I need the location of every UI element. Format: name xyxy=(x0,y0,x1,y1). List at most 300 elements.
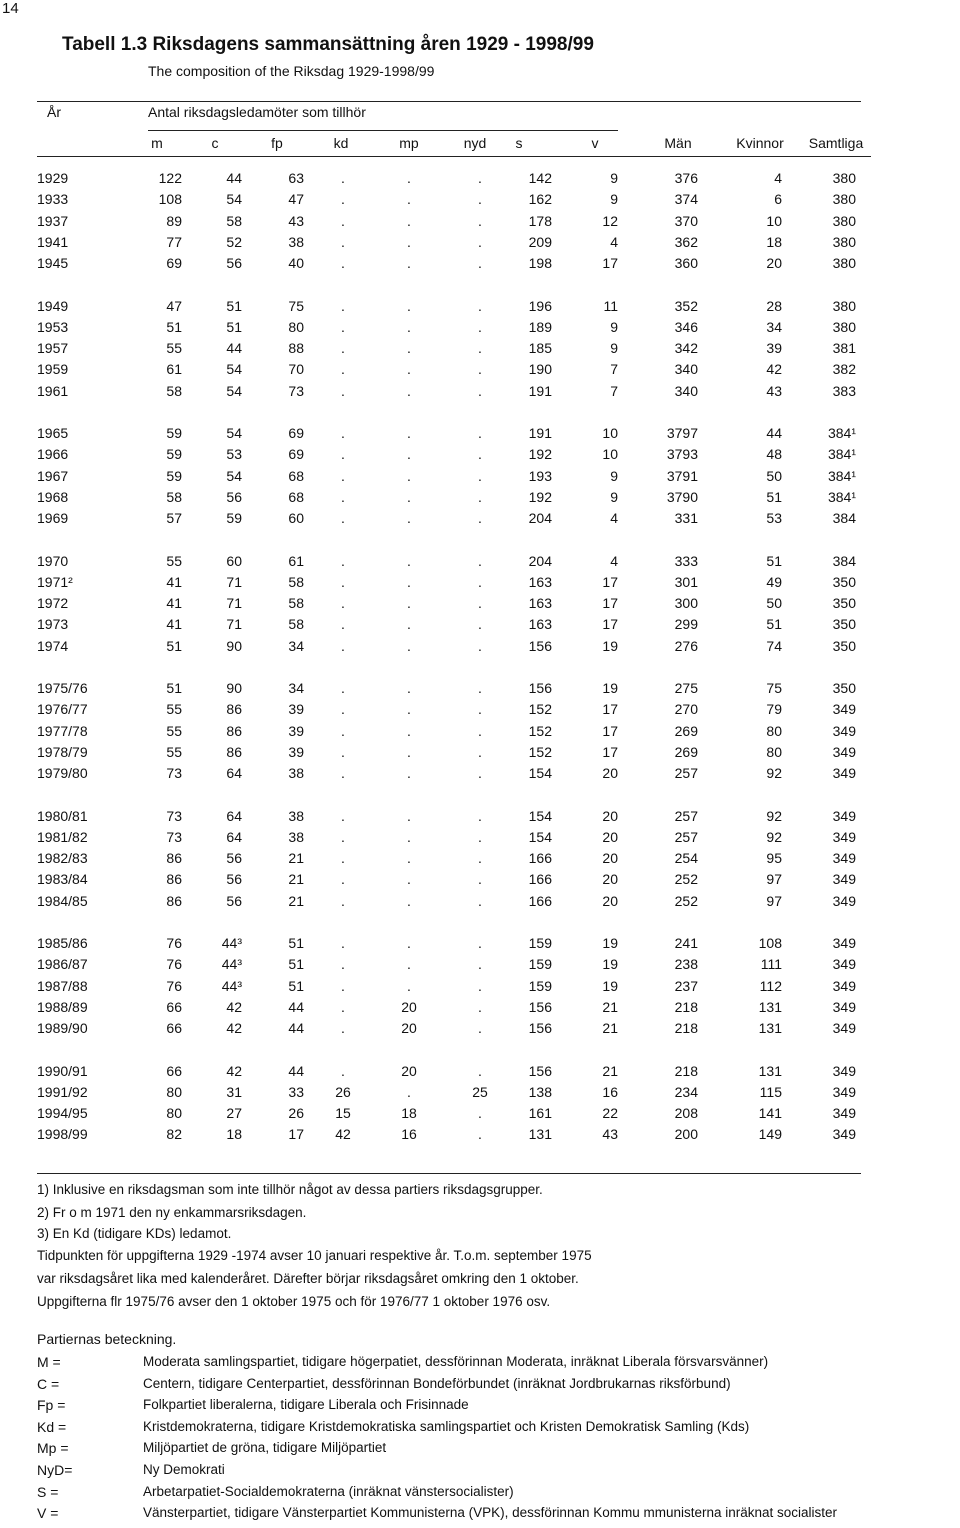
cell-women: 51 xyxy=(766,552,782,569)
cell-kd: . xyxy=(341,446,345,463)
cell-m: 76 xyxy=(166,977,182,994)
column-header-s: s xyxy=(515,135,523,151)
cell-s: 154 xyxy=(528,807,552,824)
row-year: 1986/87 xyxy=(37,956,88,973)
cell-c: 58 xyxy=(226,212,242,229)
cell-fp: 17 xyxy=(288,1126,304,1143)
cell-women: 149 xyxy=(758,1126,782,1143)
cell-kd: . xyxy=(341,297,345,314)
cell-s: 152 xyxy=(528,743,552,760)
cell-kd: . xyxy=(341,701,345,718)
cell-kd: . xyxy=(341,467,345,484)
cell-kd: . xyxy=(341,956,345,973)
cell-women: 53 xyxy=(766,510,782,527)
cell-nyd: . xyxy=(478,892,482,909)
legend-title: Partiernas beteckning. xyxy=(37,1331,177,1347)
cell-kd: . xyxy=(341,488,345,505)
cell-m: 55 xyxy=(166,722,182,739)
cell-s: 166 xyxy=(528,850,552,867)
legend-description: Arbetarpatiet-Socialdemokraterna (inräknat vänstersocialister) xyxy=(143,1483,514,1499)
cell-total: 349 xyxy=(832,743,856,760)
cell-mp: 18 xyxy=(401,1105,417,1122)
legend-abbr: Fp = xyxy=(37,1397,66,1414)
cell-v: 17 xyxy=(602,722,618,739)
cell-s: 152 xyxy=(528,722,552,739)
cell-men: 376 xyxy=(674,170,698,186)
row-year: 1983/84 xyxy=(37,871,88,888)
cell-nyd: . xyxy=(478,233,482,250)
cell-nyd: . xyxy=(478,361,482,378)
legend-abbr: C = xyxy=(37,1375,60,1392)
cell-s: 166 xyxy=(528,871,552,888)
row-year: 1957 xyxy=(37,340,69,357)
cell-total: 380 xyxy=(832,191,856,208)
cell-women: 131 xyxy=(758,998,782,1015)
cell-total: 384¹ xyxy=(827,488,856,505)
cell-nyd: . xyxy=(478,297,482,314)
row-year: 1937 xyxy=(37,212,69,229)
cell-fp: 68 xyxy=(288,488,304,505)
cell-women: 43 xyxy=(766,382,782,399)
cell-s: 156 xyxy=(528,637,552,654)
cell-m: 76 xyxy=(166,935,182,951)
cell-fp: 80 xyxy=(288,318,304,335)
cell-total: 349 xyxy=(832,701,856,718)
cell-v: 21 xyxy=(602,1062,618,1079)
cell-c: 54 xyxy=(226,361,242,378)
row-year: 1982/83 xyxy=(37,850,88,867)
cell-total: 350 xyxy=(832,637,856,654)
cell-c: 51 xyxy=(226,318,242,335)
cell-nyd: . xyxy=(478,1126,482,1143)
cell-nyd: . xyxy=(478,807,482,824)
cell-m: 122 xyxy=(158,170,182,186)
row-year: 1945 xyxy=(37,255,69,272)
cell-v: 9 xyxy=(610,170,618,186)
cell-women: 131 xyxy=(758,1062,782,1079)
cell-mp: . xyxy=(407,340,411,357)
cell-nyd: 25 xyxy=(472,1083,488,1100)
cell-v: 19 xyxy=(602,956,618,973)
cell-mp: . xyxy=(407,552,411,569)
cell-s: 204 xyxy=(528,510,552,527)
cell-men: 362 xyxy=(674,233,698,250)
cell-nyd: . xyxy=(478,765,482,782)
cell-kd: 42 xyxy=(335,1126,351,1143)
cell-c: 86 xyxy=(226,743,242,760)
cell-c: 64 xyxy=(226,828,242,845)
cell-women: 92 xyxy=(766,828,782,845)
row-year: 1953 xyxy=(37,318,69,335)
cell-v: 12 xyxy=(602,212,618,229)
cell-nyd: . xyxy=(478,255,482,272)
cell-v: 19 xyxy=(602,935,618,951)
cell-men: 269 xyxy=(674,743,698,760)
cell-total: 384 xyxy=(832,552,856,569)
cell-fp: 60 xyxy=(288,510,304,527)
cell-s: 204 xyxy=(528,552,552,569)
cell-total: 349 xyxy=(832,850,856,867)
cell-c: 56 xyxy=(226,871,242,888)
cell-total: 380 xyxy=(832,318,856,335)
cell-total: 384¹ xyxy=(827,425,856,441)
cell-women: 131 xyxy=(758,1020,782,1037)
cell-v: 17 xyxy=(602,701,618,718)
cell-total: 381 xyxy=(832,340,856,357)
cell-m: 80 xyxy=(166,1105,182,1122)
cell-men: 352 xyxy=(674,297,698,314)
cell-kd: . xyxy=(341,233,345,250)
cell-fp: 39 xyxy=(288,701,304,718)
cell-mp: . xyxy=(407,765,411,782)
cell-kd: . xyxy=(341,828,345,845)
row-year: 1979/80 xyxy=(37,765,88,782)
cell-nyd: . xyxy=(478,382,482,399)
cell-m: 76 xyxy=(166,956,182,973)
cell-mp: . xyxy=(407,616,411,633)
cell-m: 47 xyxy=(166,297,182,314)
cell-fp: 47 xyxy=(288,191,304,208)
cell-mp: . xyxy=(407,573,411,590)
row-year: 1968 xyxy=(37,488,69,505)
cell-m: 55 xyxy=(166,743,182,760)
cell-mp: . xyxy=(407,743,411,760)
cell-v: 20 xyxy=(602,850,618,867)
legend-description: Vänsterpartiet, tidigare Vänsterpartiet Kommunisterna (VPK), dessförinnan Kommu mmunisterna inräknat socialister xyxy=(143,1505,838,1521)
cell-fp: 38 xyxy=(288,765,304,782)
cell-women: 95 xyxy=(766,850,782,867)
legend-abbr: M = xyxy=(37,1354,61,1370)
cell-nyd: . xyxy=(478,871,482,888)
cell-m: 41 xyxy=(166,573,182,590)
cell-women: 112 xyxy=(759,977,782,994)
cell-fp: 44 xyxy=(288,998,304,1015)
cell-m: 55 xyxy=(166,701,182,718)
cell-s: 163 xyxy=(528,616,552,633)
cell-fp: 75 xyxy=(288,297,304,314)
cell-fp: 68 xyxy=(288,467,304,484)
cell-nyd: . xyxy=(478,722,482,739)
footnote: 1) Inklusive en riksdagsman som inte tillhör något av dessa partiers riksdagsgrupper. xyxy=(37,1182,543,1197)
row-year: 1991/92 xyxy=(37,1083,88,1100)
cell-total: 350 xyxy=(832,616,856,633)
cell-c: 31 xyxy=(226,1083,242,1100)
row-year: 1989/90 xyxy=(37,1020,88,1037)
cell-c: 56 xyxy=(226,255,242,272)
row-year: 1971² xyxy=(37,573,73,590)
cell-s: 159 xyxy=(528,977,552,994)
cell-fp: 51 xyxy=(288,956,304,973)
cell-mp: . xyxy=(407,722,411,739)
cell-total: 380 xyxy=(832,255,856,272)
legend-abbr: NyD= xyxy=(37,1462,73,1478)
cell-women: 92 xyxy=(766,807,782,824)
cell-c: 54 xyxy=(226,382,242,399)
cell-m: 66 xyxy=(166,1020,182,1037)
legend-abbr: Mp = xyxy=(37,1440,69,1457)
cell-c: 27 xyxy=(226,1105,242,1122)
cell-men: 3790 xyxy=(666,488,698,505)
row-year: 1965 xyxy=(37,425,69,441)
column-header-mp: mp xyxy=(399,135,419,151)
cell-men: 275 xyxy=(674,680,698,696)
cell-men: 237 xyxy=(674,977,698,994)
cell-m: 59 xyxy=(166,467,182,484)
cell-nyd: . xyxy=(478,212,482,229)
row-year: 1990/91 xyxy=(37,1062,88,1079)
cell-men: 218 xyxy=(674,998,698,1015)
cell-men: 299 xyxy=(674,616,698,633)
cell-v: 17 xyxy=(602,616,618,633)
cell-v: 17 xyxy=(602,743,618,760)
cell-nyd: . xyxy=(478,467,482,484)
cell-nyd: . xyxy=(478,850,482,867)
cell-v: 10 xyxy=(602,425,618,441)
cell-mp: . xyxy=(407,382,411,399)
cell-fp: 58 xyxy=(288,616,304,633)
cell-v: 17 xyxy=(602,255,618,272)
cell-women: 51 xyxy=(766,488,782,505)
cell-v: 19 xyxy=(602,680,618,696)
cell-m: 108 xyxy=(158,191,182,208)
cell-m: 51 xyxy=(166,637,182,654)
cell-women: 80 xyxy=(766,722,782,739)
cell-mp: . xyxy=(407,170,411,186)
cell-men: 3797 xyxy=(666,425,698,441)
cell-fp: 21 xyxy=(288,850,304,867)
cell-m: 82 xyxy=(166,1126,182,1143)
cell-s: 178 xyxy=(528,212,552,229)
cell-women: 18 xyxy=(766,233,782,250)
cell-mp: 20 xyxy=(401,1062,417,1079)
cell-men: 234 xyxy=(674,1083,698,1100)
footnote: 3) En Kd (tidigare KDs) ledamot. xyxy=(37,1226,232,1241)
cell-total: 349 xyxy=(832,1126,856,1143)
cell-s: 198 xyxy=(528,255,552,272)
cell-m: 59 xyxy=(166,425,182,441)
cell-kd: . xyxy=(341,616,345,633)
cell-fp: 44 xyxy=(288,1020,304,1037)
cell-men: 252 xyxy=(674,892,698,909)
cell-m: 57 xyxy=(166,510,182,527)
cell-men: 370 xyxy=(674,212,698,229)
cell-mp: . xyxy=(407,680,411,696)
column-header-c: c xyxy=(211,135,219,151)
cell-women: 4 xyxy=(774,170,782,186)
cell-men: 3793 xyxy=(666,446,698,463)
cell-nyd: . xyxy=(478,488,482,505)
cell-kd: . xyxy=(341,892,345,909)
cell-s: 161 xyxy=(528,1105,552,1122)
cell-nyd: . xyxy=(478,595,482,612)
cell-nyd: . xyxy=(478,191,482,208)
cell-women: 92 xyxy=(766,765,782,782)
cell-fp: 61 xyxy=(288,552,304,569)
cell-m: 73 xyxy=(166,807,182,824)
row-year: 1980/81 xyxy=(37,807,88,824)
cell-s: 209 xyxy=(528,233,552,250)
cell-men: 360 xyxy=(674,255,698,272)
group-rule xyxy=(148,130,618,131)
row-year: 1978/79 xyxy=(37,743,88,760)
cell-m: 69 xyxy=(166,255,182,272)
cell-c: 53 xyxy=(226,446,242,463)
cell-men: 208 xyxy=(674,1105,698,1122)
cell-s: 189 xyxy=(528,318,552,335)
cell-m: 66 xyxy=(166,998,182,1015)
cell-s: 138 xyxy=(528,1083,552,1100)
cell-fp: 39 xyxy=(288,743,304,760)
cell-nyd: . xyxy=(478,637,482,654)
cell-men: 346 xyxy=(674,318,698,335)
cell-men: 374 xyxy=(674,191,698,208)
cell-s: 162 xyxy=(528,191,552,208)
cell-women: 108 xyxy=(758,935,782,951)
legend-abbr: V = xyxy=(37,1505,59,1522)
cell-men: 333 xyxy=(674,552,698,569)
cell-men: 257 xyxy=(674,828,698,845)
cell-women: 97 xyxy=(766,892,782,909)
cell-c: 51 xyxy=(226,297,242,314)
footnote: var riksdagsåret lika med kalenderåret. Därefter börjar riksdagsåret omkring den 1 oktober. xyxy=(37,1271,579,1286)
footnote: 2) Fr o m 1971 den ny enkammarsriksdagen. xyxy=(37,1205,307,1220)
footnote: Tidpunkten för uppgifterna 1929 -1974 avser 10 januari respektive år. T.o.m. september 1975 xyxy=(37,1248,592,1263)
cell-fp: 34 xyxy=(288,637,304,654)
header-year: År xyxy=(47,104,61,120)
legend-description: Miljöpartiet de gröna, tidigare Miljöpartiet xyxy=(143,1440,387,1456)
cell-m: 55 xyxy=(166,552,182,569)
cell-c: 86 xyxy=(226,722,242,739)
row-year: 1929 xyxy=(37,170,69,186)
cell-s: 142 xyxy=(528,170,552,186)
cell-total: 349 xyxy=(832,722,856,739)
cell-s: 163 xyxy=(528,595,552,612)
row-year: 1941 xyxy=(37,233,69,250)
legend-description: Moderata samlingspartiet, tidigare högerpatiet, dessförinnan Moderata, inräknat Liberala försvarsvänner) xyxy=(143,1354,769,1369)
cell-nyd: . xyxy=(478,956,482,973)
cell-mp: . xyxy=(407,510,411,527)
cell-kd: 15 xyxy=(335,1105,351,1122)
cell-kd: . xyxy=(341,743,345,760)
row-year: 1981/82 xyxy=(37,828,88,845)
cell-mp: 20 xyxy=(401,998,417,1015)
column-header-nyd: nyd xyxy=(463,135,487,151)
row-year: 1998/99 xyxy=(37,1126,88,1143)
cell-men: 301 xyxy=(674,573,698,590)
cell-women: 10 xyxy=(766,212,782,229)
cell-c: 59 xyxy=(226,510,242,527)
cell-total: 382 xyxy=(832,361,856,378)
cell-mp: . xyxy=(407,361,411,378)
cell-m: 58 xyxy=(166,382,182,399)
cell-men: 331 xyxy=(674,510,698,527)
page-number: 14 xyxy=(2,0,19,17)
legend-description: Folkpartiet liberalerna, tidigare Liberala och Frisinnade xyxy=(143,1397,469,1413)
cell-women: 79 xyxy=(766,701,782,718)
cell-v: 9 xyxy=(610,488,618,505)
cell-women: 80 xyxy=(766,743,782,760)
cell-fp: 38 xyxy=(288,233,304,250)
legend-description: Kristdemokraterna, tidigare Kristdemokratiska samlingspartiet och Kristen Demokratisk Samling (Kds) xyxy=(143,1418,750,1434)
cell-fp: 21 xyxy=(288,871,304,888)
cell-mp: . xyxy=(407,1083,411,1100)
cell-total: 349 xyxy=(832,1020,856,1037)
cell-total: 380 xyxy=(832,170,856,186)
cell-women: 6 xyxy=(774,191,782,208)
cell-c: 42 xyxy=(226,1062,242,1079)
cell-c: 44³ xyxy=(221,935,242,951)
cell-c: 54 xyxy=(226,191,242,208)
cell-kd: . xyxy=(341,361,345,378)
cell-s: 154 xyxy=(528,828,552,845)
cell-men: 241 xyxy=(674,935,698,951)
cell-nyd: . xyxy=(478,743,482,760)
cell-kd: . xyxy=(341,722,345,739)
cell-m: 41 xyxy=(166,595,182,612)
cell-mp: . xyxy=(407,595,411,612)
cell-c: 71 xyxy=(226,573,242,590)
row-year: 1988/89 xyxy=(37,998,88,1015)
cell-fp: 58 xyxy=(288,595,304,612)
cell-m: 51 xyxy=(166,680,182,696)
cell-nyd: . xyxy=(478,552,482,569)
cell-s: 192 xyxy=(528,488,552,505)
cell-men: 300 xyxy=(674,595,698,612)
column-header-m: m xyxy=(151,135,163,151)
cell-mp: . xyxy=(407,977,411,994)
cell-women: 34 xyxy=(766,318,782,335)
cell-c: 71 xyxy=(226,616,242,633)
cell-mp: . xyxy=(407,191,411,208)
cell-m: 80 xyxy=(166,1083,182,1100)
cell-nyd: . xyxy=(478,573,482,590)
cell-m: 73 xyxy=(166,765,182,782)
cell-total: 349 xyxy=(832,828,856,845)
cell-total: 384 xyxy=(832,510,856,527)
cell-s: 131 xyxy=(528,1126,552,1143)
cell-mp: . xyxy=(407,871,411,888)
cell-c: 42 xyxy=(226,998,242,1015)
cell-fp: 73 xyxy=(288,382,304,399)
cell-fp: 69 xyxy=(288,425,304,441)
cell-kd: . xyxy=(341,191,345,208)
row-year: 1970 xyxy=(37,552,69,569)
row-year: 1933 xyxy=(37,191,69,208)
cell-nyd: . xyxy=(478,318,482,335)
cell-women: 141 xyxy=(758,1105,782,1122)
row-year: 1966 xyxy=(37,446,69,463)
cell-women: 51 xyxy=(766,616,782,633)
cell-v: 20 xyxy=(602,892,618,909)
cell-women: 74 xyxy=(766,637,782,654)
cell-kd: . xyxy=(341,1062,345,1079)
cell-kd: . xyxy=(341,340,345,357)
cell-fp: 70 xyxy=(288,361,304,378)
cell-nyd: . xyxy=(478,446,482,463)
cell-m: 77 xyxy=(166,233,182,250)
column-header-women: Kvinnor xyxy=(736,135,784,151)
cell-c: 54 xyxy=(226,425,242,441)
cell-total: 350 xyxy=(832,595,856,612)
cell-s: 156 xyxy=(528,1062,552,1079)
cell-nyd: . xyxy=(478,1105,482,1122)
cell-total: 349 xyxy=(832,1105,856,1122)
legend-description: Centern, tidigare Centerpartiet, dessförinnan Bondeförbundet (inräknat Jordbrukarnas riksförbund) xyxy=(143,1375,731,1391)
cell-mp: . xyxy=(407,425,411,441)
cell-c: 56 xyxy=(226,892,242,909)
cell-c: 52 xyxy=(226,233,242,250)
cell-v: 22 xyxy=(602,1105,618,1122)
